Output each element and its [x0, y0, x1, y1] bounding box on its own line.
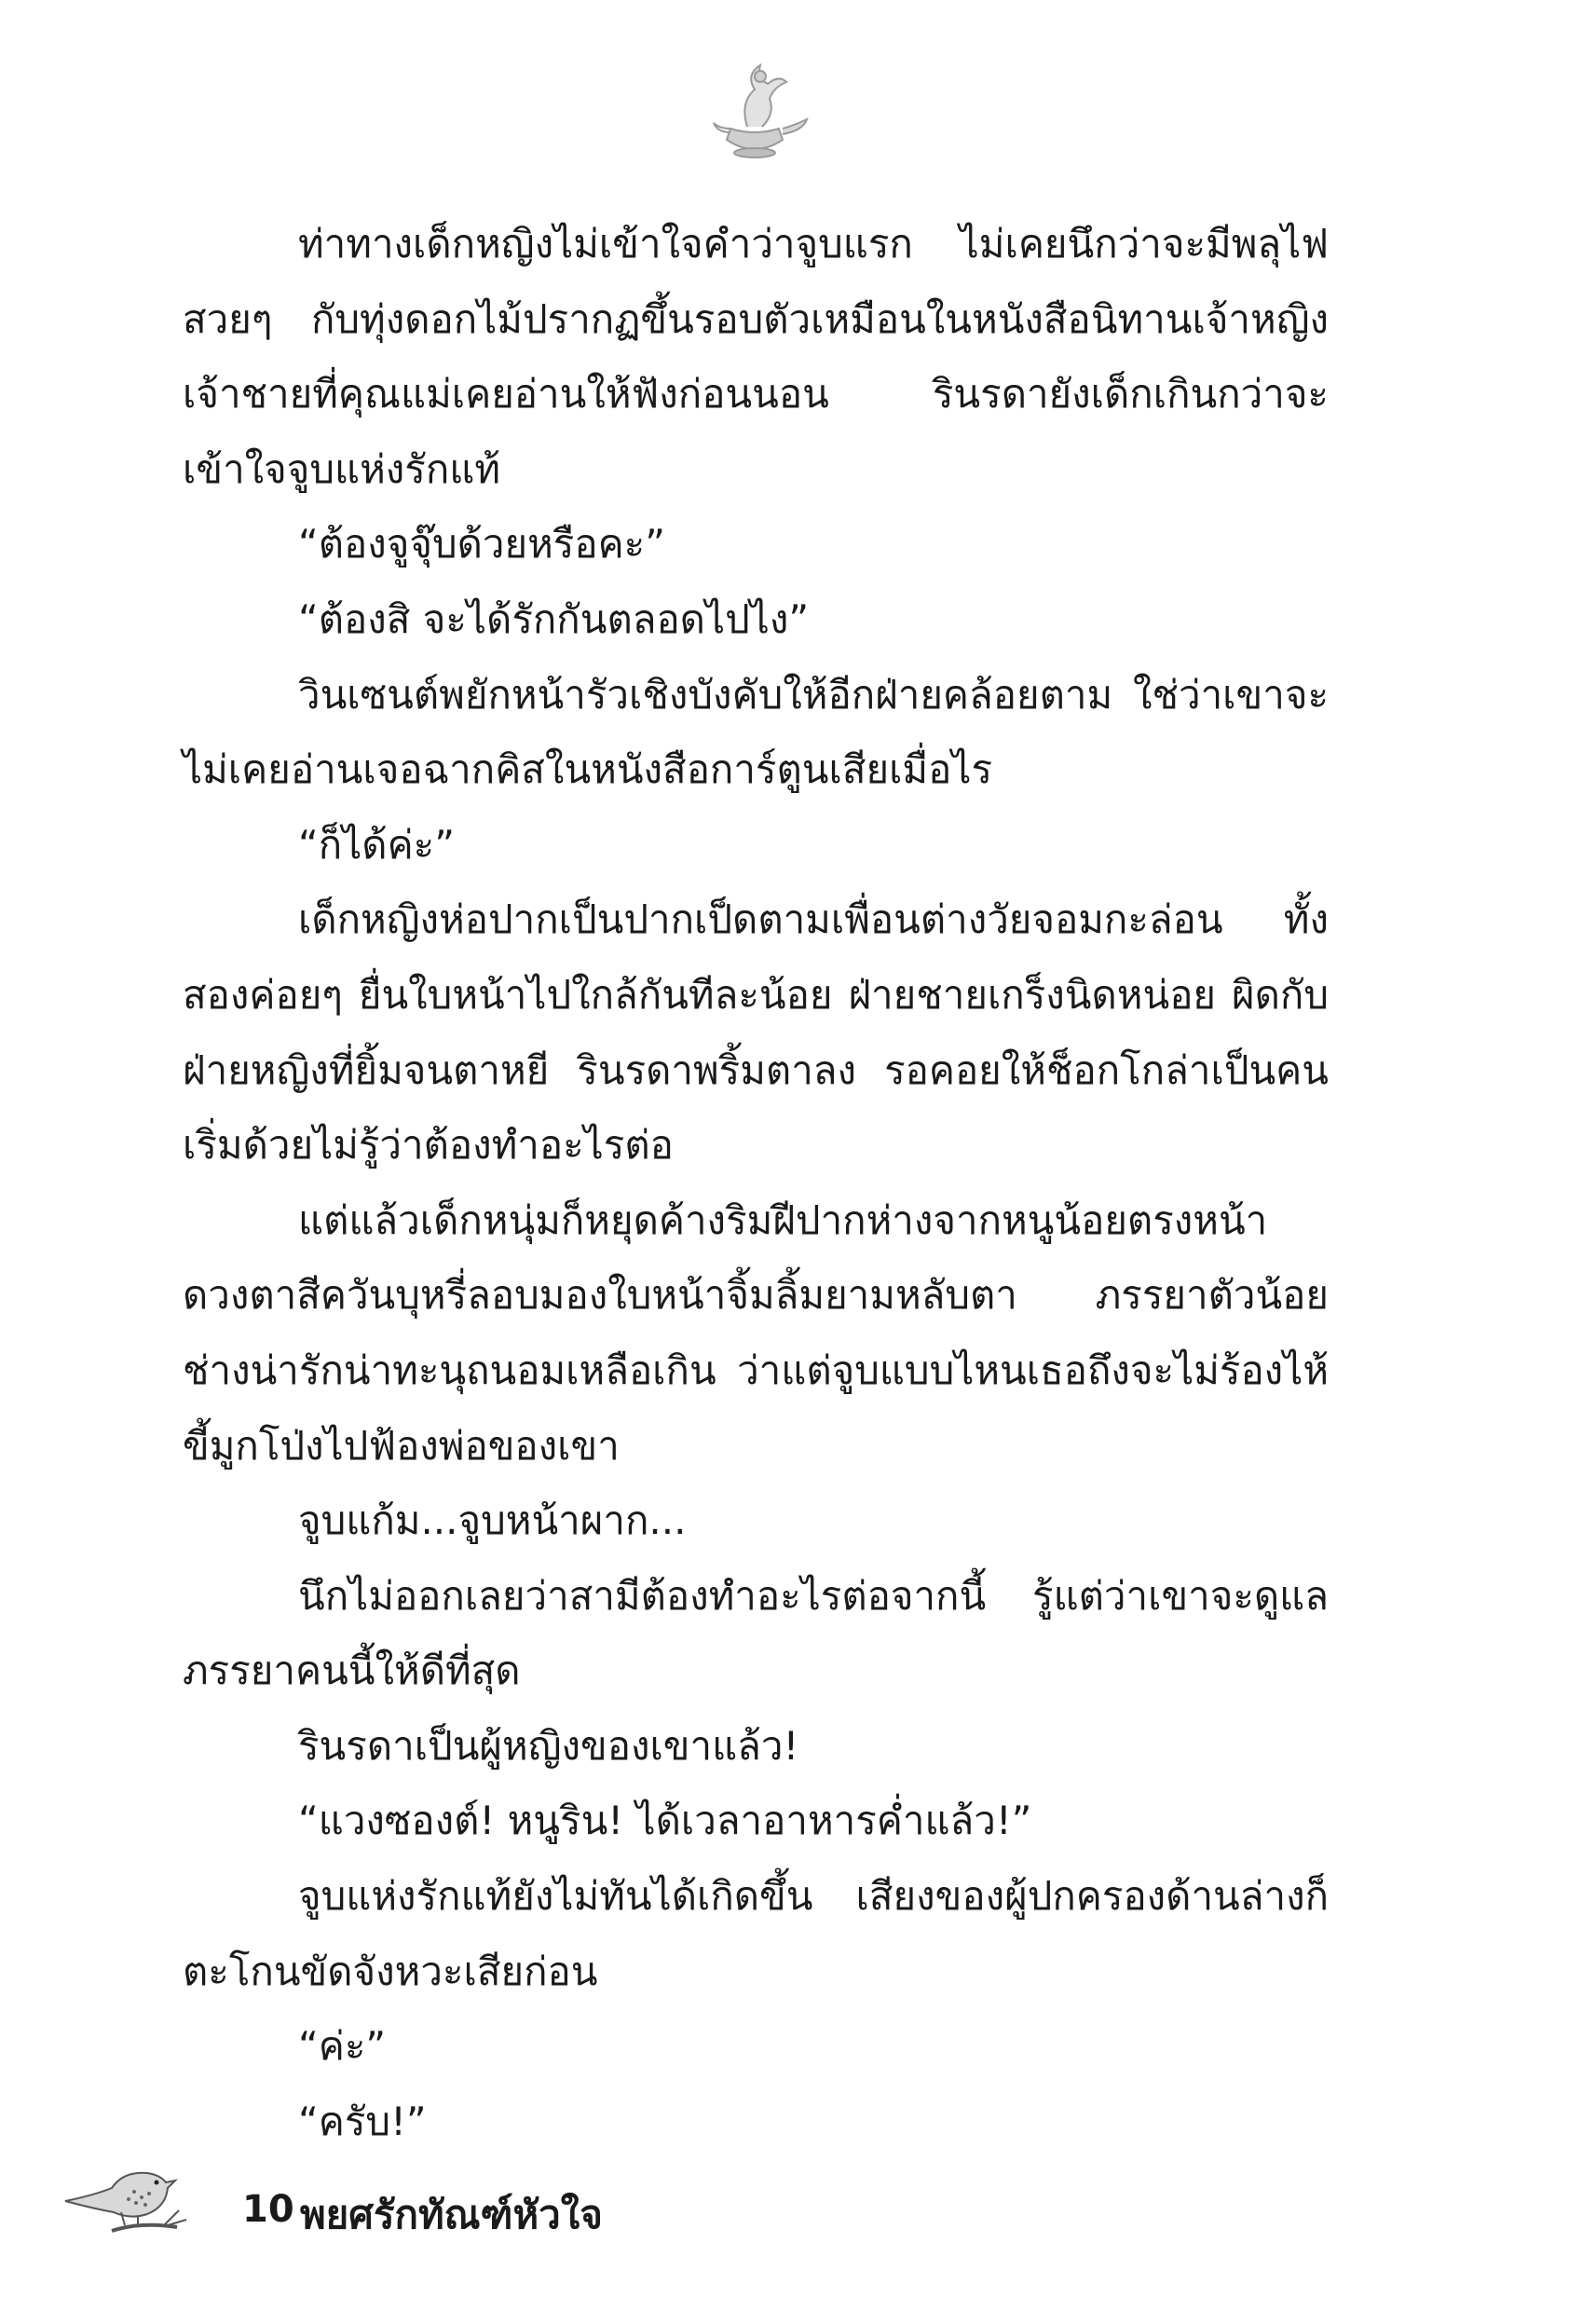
dialogue-line: “แวงซองต์! หนูริน! ได้เวลาอาหารค่ำแล้ว!”	[298, 1798, 1032, 1844]
paragraph: จูบแก้ม...จูบหน้าผาก...	[298, 1497, 687, 1544]
book-title: พยศรักทัณฑ์หัวใจ	[300, 2192, 603, 2237]
paragraph: ท่าทางเด็กหญิงไม่เข้าใจคำว่าจูบแรก ไม่เคยนึกว่าจะมีพลุไฟสวยๆ กับทุ่งดอกไม้ปรากฏขึ้นรอบตัวเหมือนในหนังสือนิทานเจ้าหญิงเจ้าชายที่คุณแม่เคยอ่านให้ฟังก่อนนอน รินรดายังเด็กเกินกว่าจะเข้าใจจูบแห่งรักแท้	[183, 221, 1329, 492]
page-footer	[56, 2134, 801, 2255]
story-body-text	[183, 207, 1329, 2159]
dialogue-line: “ครับ!”	[298, 2098, 427, 2144]
paragraph: รินรดาเป็นผู้หญิงของเขาแล้ว!	[298, 1722, 799, 1769]
lamp-genie-ornament-icon	[689, 56, 820, 168]
paragraph: แต่แล้วเด็กหนุ่มก็หยุดค้างริมฝีปากห่างจากหนูน้อยตรงหน้า ดวงตาสีควันบุหรี่ลอบมองใบหน้าจิ้มลิ้มยามหลับตา ภรรยาตัวน้อยช่างน่ารักน่าทะนุถนอมเหลือเกิน ว่าแต่จูบแบบไหนเธอถึงจะไม่ร้องไห้ขี้มูกโป่งไปฟ้องพ่อของเขา	[183, 1197, 1329, 1469]
paragraph: จูบแห่งรักแท้ยังไม่ทันได้เกิดขึ้น เสียงของผู้ปกครองด้านล่างก็ตะโกนขัดจังหวะเสียก่อน	[183, 1873, 1329, 1994]
songbird-icon	[56, 2134, 205, 2246]
dialogue-line: “ต้องสิ จะได้รักกันตลอดไปไง”	[298, 595, 810, 642]
paragraph: เด็กหญิงห่อปากเป็นปากเป็ดตามเพื่อนต่างวัยจอมกะล่อน ทั้งสองค่อยๆ ยื่นใบหน้าไปใกล้กันทีละน้อย ฝ่ายชายเกร็งนิดหน่อย ผิดกับฝ่ายหญิงที่ยิ้มจนตาหยี รินรดาพริ้มตาลง รอคอยให้ช็อกโกล่าเป็นคนเริ่มด้วยไม่รู้ว่าต้องทำอะไรต่อ	[183, 896, 1329, 1169]
dialogue-line: “ก็ได้ค่ะ”	[298, 821, 455, 868]
dialogue-line: “ต้องจูจุ๊บด้วยหรือคะ”	[298, 521, 665, 567]
paragraph: วินเซนต์พยักหน้ารัวเชิงบังคับให้อีกฝ่ายคล้อยตาม ใช่ว่าเขาจะไม่เคยอ่านเจอฉากคิสในหนังสือการ์ตูนเสียเมื่อไร	[183, 671, 1329, 793]
dialogue-line: “ค่ะ”	[298, 2023, 387, 2070]
paragraph: นึกไม่ออกเลยว่าสามีต้องทำอะไรต่อจากนี้ รู้แต่ว่าเขาจะดูแลภรรยาคนนี้ให้ดีที่สุด	[183, 1572, 1329, 1694]
page-number: 10	[242, 2188, 294, 2231]
